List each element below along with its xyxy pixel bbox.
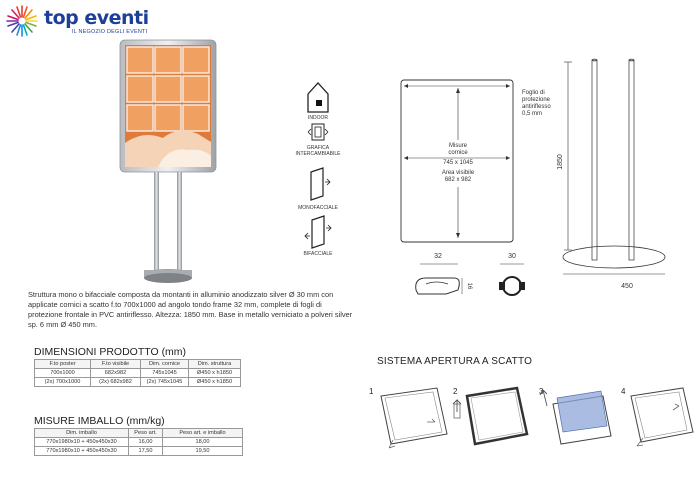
table-row [35,447,243,456]
visible-area-label: Area visibile [441,170,475,176]
height-dimension: 1850 [557,154,564,170]
icon-label: MONOFACCIALE [298,205,338,211]
table-cell: 770x1980x10 + 450x450x30 [35,438,129,447]
single-sided-badge [292,166,344,211]
product-photo [118,38,218,293]
table-cell: 18,00 [163,438,243,447]
table-row [35,378,241,387]
interchangeable-graphic-icon [305,122,331,144]
table-cell: 19,50 [163,447,243,456]
single-sided-icon [305,166,331,204]
table-row [35,369,241,378]
table-header: F.to visibile [91,360,141,369]
table-row [35,438,243,447]
product-description: Struttura mono o bifacciale composta da montanti in alluminio anodizzato silver Ø 30 mm con applicate cornici a scatto f.to 700x1000 ad angolo tondo frame 32 mm, complete di fogli di protezione frontale in PVC antiriflesso. Altezza: 1850 mm. Base in metallo verniciato a polveri silver sp. 6 mm Ø 450 mm. [28,290,353,329]
step-number: 3 [539,387,544,396]
table-cell: (2x) 700x1000 [35,378,91,387]
packaging-table [34,428,243,456]
base-diameter: 450 [621,283,633,290]
table-header: Peso art. e imballo [163,429,243,438]
frame-size-label: cornice [448,150,468,156]
protection-sheet-label: antiriflesso [522,104,551,110]
tube-diameter: 30 [508,253,516,260]
icon-label: INDOOR [308,115,328,121]
opening-steps-diagram [367,382,697,452]
table-cell: 17,50 [129,447,163,456]
step-number: 4 [621,387,626,396]
brand-tagline: IL NEGOZIO DEGLI EVENTI [72,29,148,35]
table-cell: (2x) 682x982 [91,378,141,387]
dimensions-table [34,359,241,387]
table-cell: Ø450 x h1850 [189,369,241,378]
double-sided-badge [292,214,344,257]
table-header: Dim. imballo [35,429,129,438]
profile-width: 32 [434,253,442,260]
table-cell: (2x) 745x1045 [141,378,189,387]
frame-size-label: Misure [448,143,468,149]
step-number: 1 [369,387,374,396]
brand-name: top eventi [44,7,149,29]
table-cell: 16,00 [129,438,163,447]
technical-drawing [396,52,700,297]
protection-sheet-label: Foglio di [522,90,545,96]
brand-logo [4,4,164,38]
packaging-table-title: MISURE IMBALLO (mm/kg) [34,415,165,427]
frame-size-value: 745 x 1045 [443,160,473,166]
indoor-badge [292,80,344,121]
table-header: Dim. cornice [141,360,189,369]
double-sided-icon [303,214,333,250]
protection-sheet-thickness: 0,5 mm [522,111,543,117]
table-cell: 745x1045 [141,369,189,378]
indoor-icon [305,80,331,114]
table-cell: 700x1000 [35,369,91,378]
starburst-logo-icon [4,4,40,38]
interchangeable-graphic-badge [292,122,344,157]
icon-label: BIFACCIALE [303,251,333,257]
table-header: F.to poster [35,360,91,369]
table-header: Peso art. [129,429,163,438]
table-header: Dim. struttura [189,360,241,369]
table-cell: Ø450 x h1850 [189,378,241,387]
dimensions-table-title: DIMENSIONI PRODOTTO (mm) [34,346,187,358]
opening-system-title: SISTEMA APERTURA A SCATTO [377,356,533,367]
icon-label: GRAFICA INTERCAMBIABILE [295,145,341,157]
table-cell: 770x1980x10 + 450x450x30 [35,447,129,456]
table-cell: 682x982 [91,369,141,378]
profile-height: 16 [466,282,472,290]
protection-sheet-label: protezione [522,97,551,103]
step-number: 2 [453,387,458,396]
visible-area-value: 682 x 982 [444,177,472,183]
